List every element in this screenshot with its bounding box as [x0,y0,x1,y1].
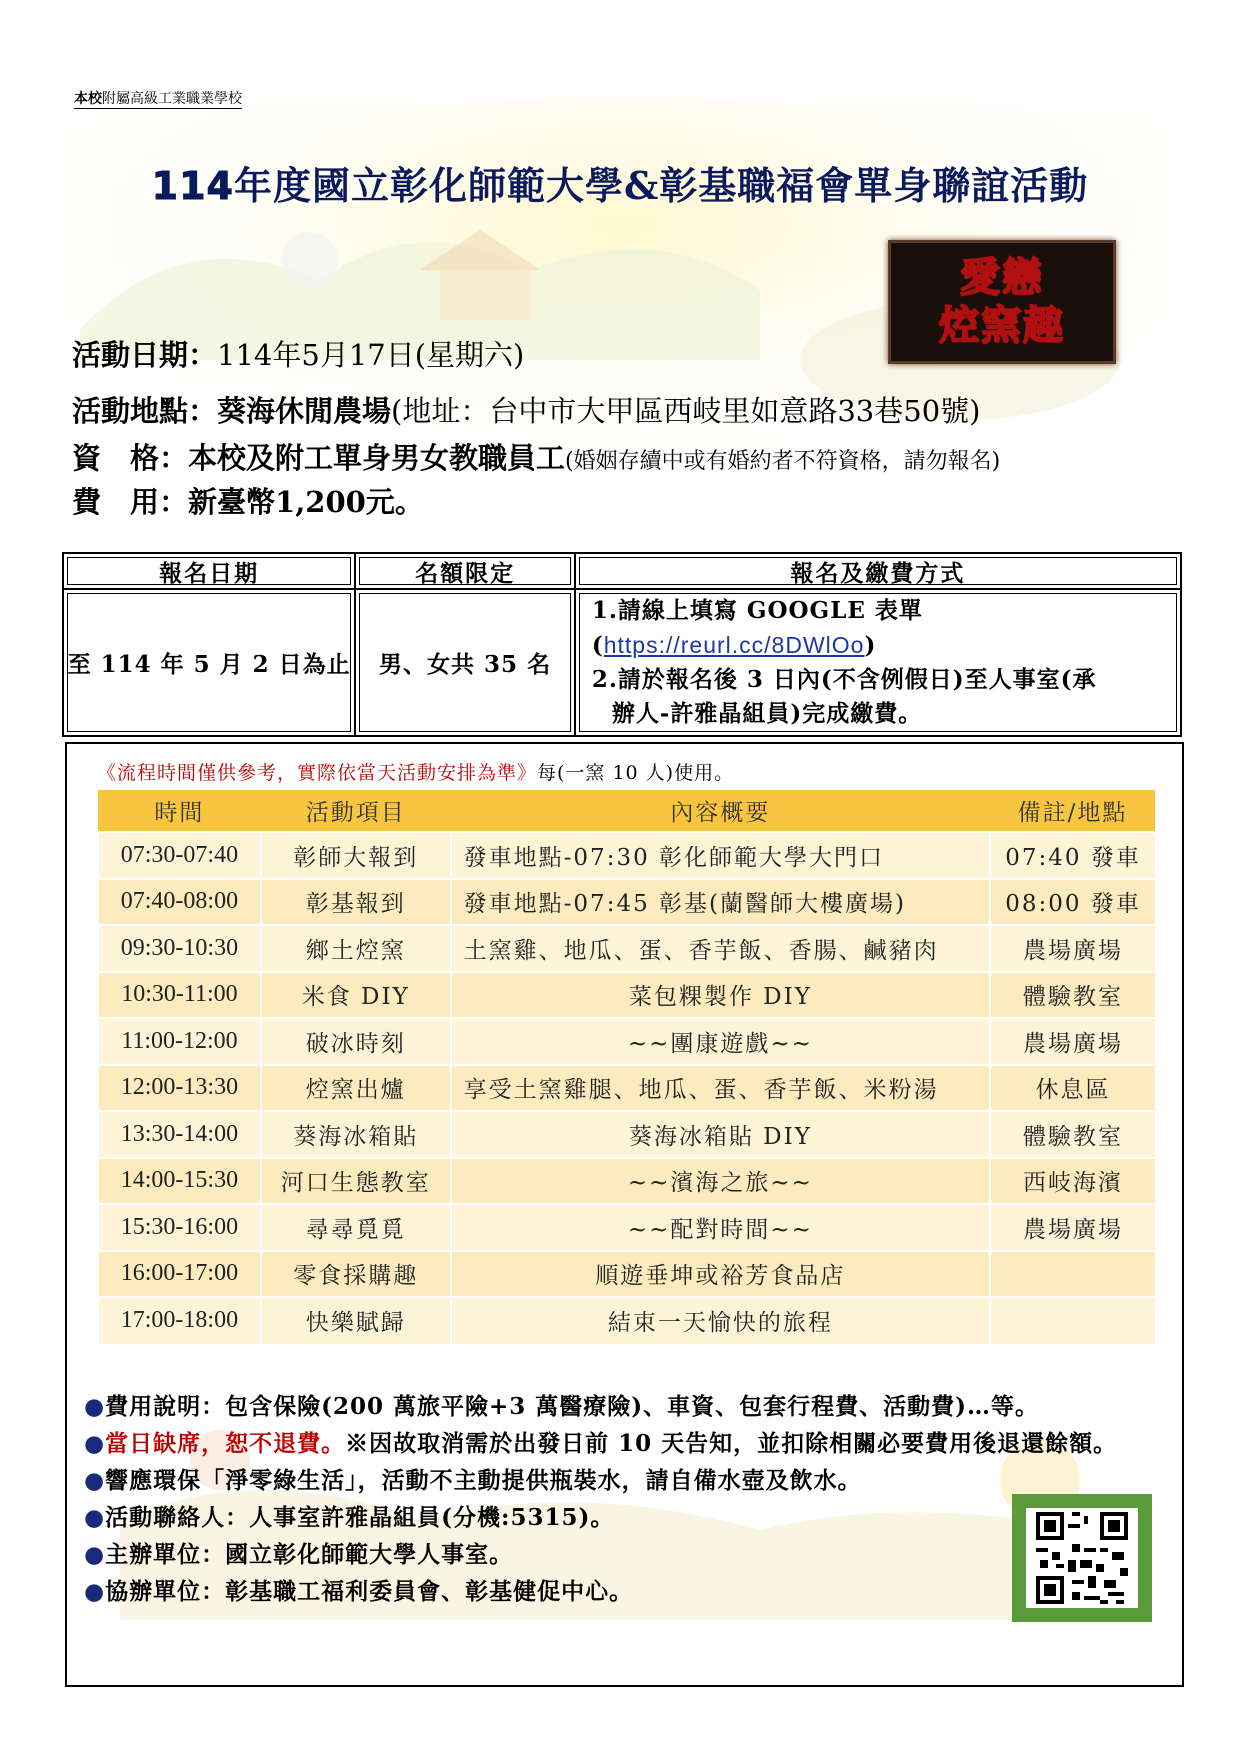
sched-header-content: 內容概要 [451,790,990,832]
sched-header-remark: 備註/地點 [990,790,1155,832]
schedule-table [97,790,1155,1344]
schedule-remark: 農場廣場 [990,1204,1155,1251]
note-host: ●主辦單位：國立彰化師範大學人事室。 [84,1541,514,1568]
note-absence: ●當日缺席，恕不退費。※因故取消需於出發日前 10 天告知，並扣除相關必要費用後退還餘額。 [84,1430,1118,1457]
schedule-item: 焢窯出爐 [261,1065,451,1112]
schedule-time: 12:00-13:30 [98,1065,261,1112]
schedule-time: 09:30-10:30 [98,925,261,972]
schedule-time: 11:00-12:00 [98,1018,261,1065]
schedule-content: 土窯雞、地瓜、蛋、香芋飯、香腸、鹹豬肉 [451,925,990,972]
schedule-row [98,925,1155,972]
schedule-remark: 農場廣場 [990,925,1155,972]
page-title: 114年度國立彰化師範大學&彰基職福會單身聯誼活動 [151,163,1089,208]
schedule-item: 河口生態教室 [261,1158,451,1205]
sched-header-item: 活動項目 [261,790,451,832]
event-logo-badge [888,240,1116,364]
schedule-row [98,879,1155,926]
schedule-item: 米食 DIY [261,972,451,1019]
schedule-item: 葵海冰箱貼 [261,1111,451,1158]
note-eco: ●響應環保「淨零綠生活」，活動不主動提供瓶裝水，請自備水壺及飲水。 [84,1467,862,1494]
reg-header-method: 報名及繳費方式 [575,553,1181,589]
schedule-content: ~~團康遊戲~~ [451,1018,990,1065]
reg-deadline: 至 114 年 5 月 2 日為止 [63,589,355,736]
schedule-remark: 西岐海濱 [990,1158,1155,1205]
qr-code[interactable] [1012,1494,1152,1622]
event-qualification: 資 格：本校及附工單身男女教職員工(婚姻存續中或有婚約者不符資格，請勿報名) [72,441,1001,475]
school-name: 本校附屬高級工業職業學校 [74,91,242,107]
reg-header-date: 報名日期 [63,553,355,589]
schedule-remark: 體驗教室 [990,1111,1155,1158]
note-cohost: ●協辦單位：彰基職工福利委員會、彰基健促中心。 [84,1578,634,1605]
schedule-row [98,1065,1155,1112]
schedule-content: 享受土窯雞腿、地瓜、蛋、香芋飯、米粉湯 [451,1065,990,1112]
schedule-item: 快樂賦歸 [261,1297,451,1344]
notes-list [84,1388,1174,1610]
schedule-remark [990,1297,1155,1344]
schedule-time: 17:00-18:00 [98,1297,261,1344]
event-fee: 費 用：新臺幣1,200元。 [72,485,424,519]
schedule-item: 彰師大報到 [261,832,451,879]
reg-method: 1.請線上填寫 GOOGLE 表單(https://reurl.cc/8DWlOo) 2.請於報名後 3 日內(不含例假日)至人事室(承 辦人-許雅晶組員)完成繳費。 [575,589,1181,736]
schedule-content: ~~濱海之旅~~ [451,1158,990,1205]
schedule-content: 菜包粿製作 DIY [451,972,990,1019]
schedule-row [98,1251,1155,1298]
schedule-content: 發車地點-07:45 彰基(蘭醫師大樓廣場) [451,879,990,926]
reg-header-quota: 名額限定 [355,553,575,589]
schedule-remark [990,1251,1155,1298]
schedule-content: 發車地點-07:30 彰化師範大學大門口 [451,832,990,879]
event-date: 活動日期：114年5月17日(星期六) [72,338,525,372]
schedule-content: ~~配對時間~~ [451,1204,990,1251]
event-place: 活動地點：葵海休閒農場(地址：台中市大甲區西岐里如意路33巷50號) [72,394,981,428]
google-form-link[interactable]: https://reurl.cc/8DWlOo [603,632,865,658]
schedule-time: 14:00-15:30 [98,1158,261,1205]
registration-table [62,552,1182,737]
schedule-remark: 08:00 發車 [990,879,1155,926]
reg-quota: 男、女共 35 名 [355,589,575,736]
schedule-row [98,1204,1155,1251]
schedule-item: 尋尋覓覓 [261,1204,451,1251]
schedule-remark: 休息區 [990,1065,1155,1112]
schedule-row [98,1158,1155,1205]
note-fee: ●費用說明：包含保險(200 萬旅平險+3 萬醫療險)、車資、包套行程費、活動費)…等。 [84,1393,1040,1420]
schedule-row [98,1018,1155,1065]
badge-line-1: 愛戀 [960,255,1044,301]
schedule-row [98,832,1155,879]
schedule-item: 鄉土焢窯 [261,925,451,972]
schedule-content: 葵海冰箱貼 DIY [451,1111,990,1158]
schedule-row [98,1111,1155,1158]
schedule-content: 結束一天愉快的旅程 [451,1297,990,1344]
qr-code-icon [1026,1508,1138,1608]
schedule-item: 破冰時刻 [261,1018,451,1065]
schedule-note: 《流程時間僅供參考，實際依當天活動安排為準》每(一窯 10 人)使用。 [97,762,735,784]
schedule-remark: 農場廣場 [990,1018,1155,1065]
schedule-time: 07:30-07:40 [98,832,261,879]
badge-line-2: 焢窯趣 [939,303,1065,349]
schedule-remark: 07:40 發車 [990,832,1155,879]
schedule-time: 07:40-08:00 [98,879,261,926]
schedule-remark: 體驗教室 [990,972,1155,1019]
schedule-row [98,1297,1155,1344]
note-contact: ●活動聯絡人：人事室許雅晶組員(分機:5315)。 [84,1504,615,1531]
schedule-content: 順遊垂坤或裕芳食品店 [451,1251,990,1298]
schedule-time: 15:30-16:00 [98,1204,261,1251]
schedule-time: 10:30-11:00 [98,972,261,1019]
schedule-item: 零食採購趣 [261,1251,451,1298]
sched-header-time: 時間 [98,790,261,832]
schedule-time: 16:00-17:00 [98,1251,261,1298]
schedule-time: 13:30-14:00 [98,1111,261,1158]
schedule-item: 彰基報到 [261,879,451,926]
schedule-row [98,972,1155,1019]
